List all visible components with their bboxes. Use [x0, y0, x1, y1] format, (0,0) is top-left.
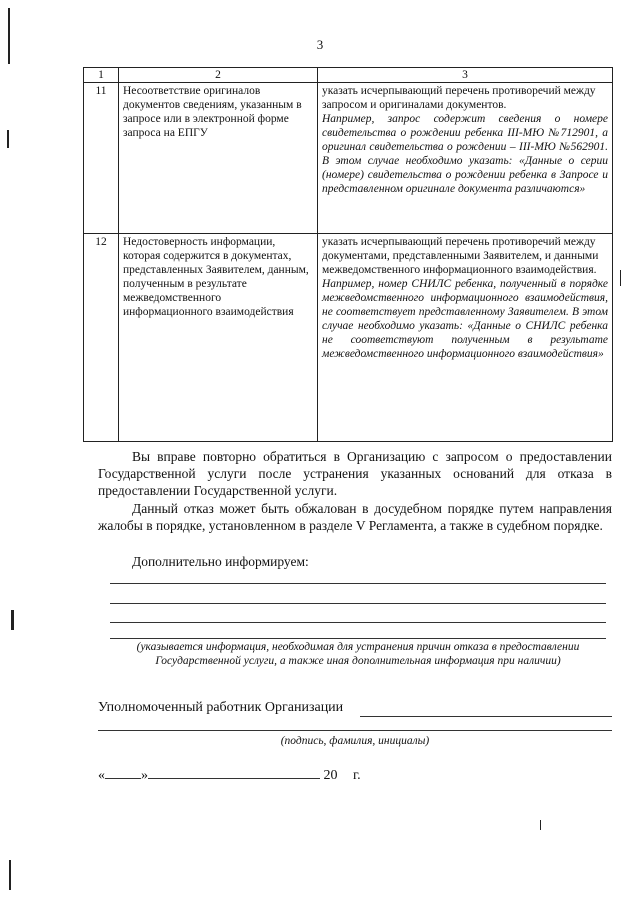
- header-col-1: 1: [84, 68, 119, 83]
- table-header-row: [84, 68, 613, 83]
- date-month-field[interactable]: [148, 766, 320, 779]
- row-number: 12: [84, 234, 119, 442]
- page-number: 3: [316, 37, 324, 52]
- row-condition: Недостоверность информации, которая содержится в документах, представленных Заявителем, данным, полученным в результате межведомственного информационного взаимодействия: [119, 234, 318, 442]
- header-col-2: 2: [119, 68, 318, 83]
- reapply-text: Вы вправе повторно обратиться в Организацию с запросом о предоставлении Государственной услуги после устранения указанных оснований для отказа в предоставлении Государственной услуги.: [98, 449, 612, 498]
- signature-line[interactable]: [98, 730, 612, 731]
- reapply-paragraph: [98, 448, 612, 499]
- row-action: указать исчерпывающий перечень противоречий между запросом и оригиналами документов.: [322, 85, 596, 111]
- date-year-field[interactable]: [338, 766, 350, 779]
- row-action: указать исчерпывающий перечень противоречий между документами, представленными Заявителем, и данными межведомственного информационного взаимодействия.: [322, 236, 599, 276]
- scan-mark: [11, 610, 14, 630]
- table-row: [84, 83, 613, 234]
- table-row: [84, 234, 613, 442]
- scan-mark: [620, 270, 621, 286]
- appeal-paragraph: [98, 500, 612, 534]
- signer-name-line[interactable]: [360, 716, 612, 717]
- additional-info-paragraph: [98, 553, 612, 570]
- row-example: Например, запрос содержит сведения о номере свидетельства о рождении ребенка III-МЮ №712901, а оригинал свидетельства о рождении – III-МЮ №562901. В этом случае необходимо указать: «Данные о серии (номере) свидетельства о рождении ребенка в Запросе и представленном оригинале документа различаются»: [322, 113, 608, 195]
- date-year-prefix: 20: [323, 768, 338, 783]
- date-row: [98, 766, 361, 784]
- scan-mark: [8, 8, 10, 64]
- row-instruction: [318, 83, 613, 234]
- date-day-field[interactable]: [105, 766, 141, 779]
- scan-mark: [7, 130, 9, 148]
- refusal-grounds-table: [83, 67, 613, 442]
- signature-caption: (подпись, фамилия, инициалы): [280, 735, 430, 747]
- row-condition: Несоответствие оригиналов документов сведениям, указанным в запросе или в электронной форме запроса на ЕПГУ: [119, 83, 318, 234]
- additional-info-line-3[interactable]: [110, 622, 606, 623]
- date-close-quote: »: [141, 768, 148, 783]
- row-instruction: [318, 234, 613, 442]
- header-col-3: 3: [318, 68, 613, 83]
- additional-info-label: Дополнительно информируем:: [132, 554, 309, 569]
- signer-label: Уполномоченный работник Организации: [98, 700, 344, 715]
- additional-info-line-1[interactable]: [110, 583, 606, 584]
- row-number: 11: [84, 83, 119, 234]
- row-example: Например, номер СНИЛС ребенка, полученный в порядке межведомственного информационного взаимодействия, не соответствует представленному Заявителем. В этом случае необходимо указать: «Данные о СНИЛС ребенка не соответствуют полученным в результате межведомственного информационного взаимодействия»: [322, 278, 608, 360]
- scan-mark: [9, 860, 11, 890]
- additional-info-note: (указывается информация, необходимая для устранения причин отказа в предоставлении Государственной услуги, а также иная дополнительная информация при наличии): [136, 641, 580, 667]
- date-year-suffix: г.: [353, 768, 361, 783]
- appeal-text: Данный отказ может быть обжалован в досудебном порядке путем направления жалобы в порядке, установленном в разделе V Регламента, а также в судебном порядке.: [98, 501, 612, 533]
- additional-info-line-2[interactable]: [110, 603, 606, 604]
- additional-info-line-4[interactable]: [110, 638, 606, 639]
- scan-mark: [540, 820, 541, 830]
- date-open-quote: «: [98, 768, 105, 783]
